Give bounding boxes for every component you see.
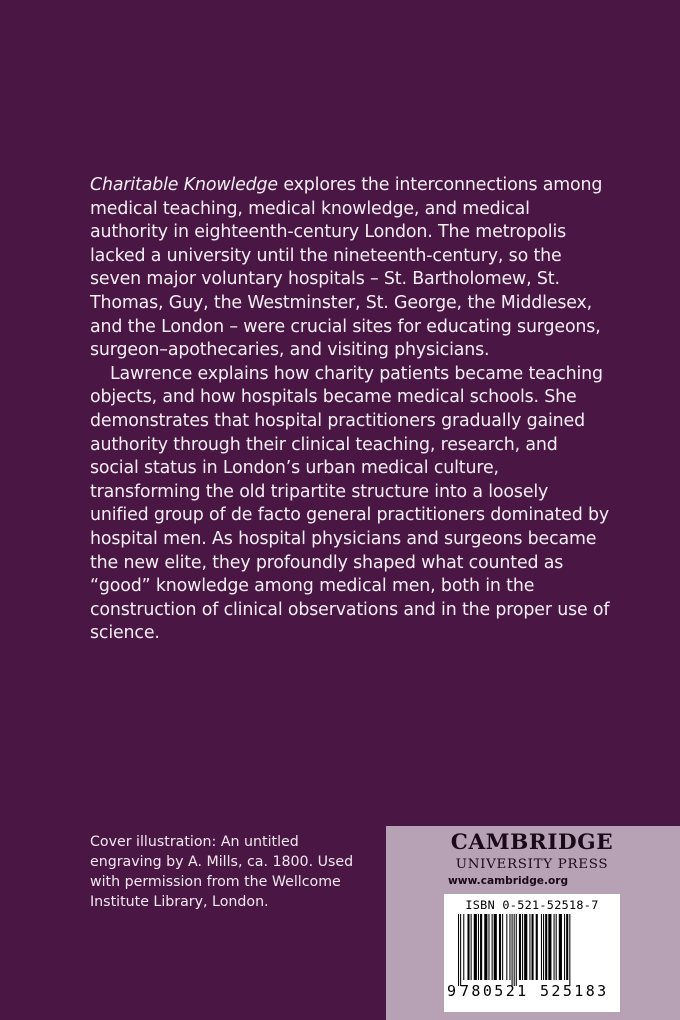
barcode-bar: [509, 914, 510, 980]
barcode-bar: [474, 914, 477, 980]
blurb-paragraph-1: [90, 174, 610, 363]
barcode-bar: [569, 914, 570, 986]
barcode-bar: [488, 914, 489, 980]
barcode-bars: [444, 914, 620, 986]
barcode-bar: [460, 914, 461, 986]
blurb-paragraph-2: Lawrence explains how charity patients became teaching objects, and how hospitals became medical schools. She demonstrates that hospital practitioners gradually gained authority through their clinical teaching, research, and social status in London’s urban medical culture, transforming the old tripartite structure into a loosely unified group of de facto general practitioners dominated by hospital men. As hospital physicians and surgeons became the new elite, they profoundly shaped what counted as “good” knowledge among medical men, both in the construction of clinical observations and in the proper use of science.: [90, 363, 610, 644]
publisher-logo-subtitle: UNIVERSITY PRESS: [455, 857, 609, 872]
publisher-url: www.cambridge.org: [448, 875, 569, 887]
barcode-bar: [471, 914, 472, 980]
barcode-bar: [494, 914, 497, 980]
barcode-bar: [463, 914, 464, 980]
barcode-bar: [529, 914, 530, 980]
barcode-bar: [532, 914, 534, 980]
blurb-paragraph-1-text: explores the interconnections among medical teaching, medical knowledge, and medical authority in eighteenth-century London. The metropolis lacked a university until the nineteenth-century, so the seven major voluntary hospitals – St. Bartholomew, St. Thomas, Guy, the Westminster, St. George, the Middlesex, and the London – were crucial sites for educating surgeons, surgeon–apothecaries, and visiting physicians.: [90, 175, 603, 361]
barcode-bar: [502, 914, 503, 980]
publisher-logo-name: CAMBRIDGE: [450, 830, 614, 855]
barcode-bar: [556, 914, 557, 980]
barcode-bar: [492, 914, 493, 980]
barcode-bar: [499, 914, 501, 980]
barcode-bar: [554, 914, 555, 980]
barcode-bar: [545, 914, 547, 980]
ean-left-digits: 780521: [460, 982, 529, 1000]
ean-right-digits: 525183: [540, 982, 609, 1000]
barcode-bar: [512, 914, 513, 986]
barcode-bar: [566, 914, 568, 980]
cover-illustration-credit: Cover illustration: An untitled engraving by A. Mills, ca. 1800. Used with permission from the Wellcome Institute Library, London.: [90, 834, 354, 910]
barcode-bar: [559, 914, 562, 980]
book-title-italic: Charitable Knowledge: [90, 175, 278, 195]
isbn-number: ISBN 0-521-52518-7: [465, 898, 599, 912]
ean-first-digit: 9: [447, 982, 457, 1000]
barcode-bar: [480, 914, 482, 980]
barcode-bar: [548, 914, 551, 980]
barcode-bar: [514, 914, 515, 986]
barcode-bar: [519, 914, 521, 980]
barcode-bar: [516, 914, 517, 986]
isbn-barcode: [444, 894, 620, 1012]
barcode-bar: [541, 914, 542, 980]
barcode-bar: [506, 914, 507, 980]
barcode-bar: [536, 914, 538, 980]
barcode-bar: [543, 914, 544, 980]
barcode-bar: [458, 914, 459, 986]
barcode-bar: [564, 914, 565, 980]
barcode-bar: [522, 914, 523, 980]
back-cover-blurb: [90, 174, 610, 646]
publisher-panel: [386, 826, 680, 1020]
barcode-bar: [524, 914, 527, 980]
barcode-bar: [467, 914, 469, 980]
barcode-bar: [478, 914, 479, 980]
barcode-bar: [484, 914, 487, 980]
